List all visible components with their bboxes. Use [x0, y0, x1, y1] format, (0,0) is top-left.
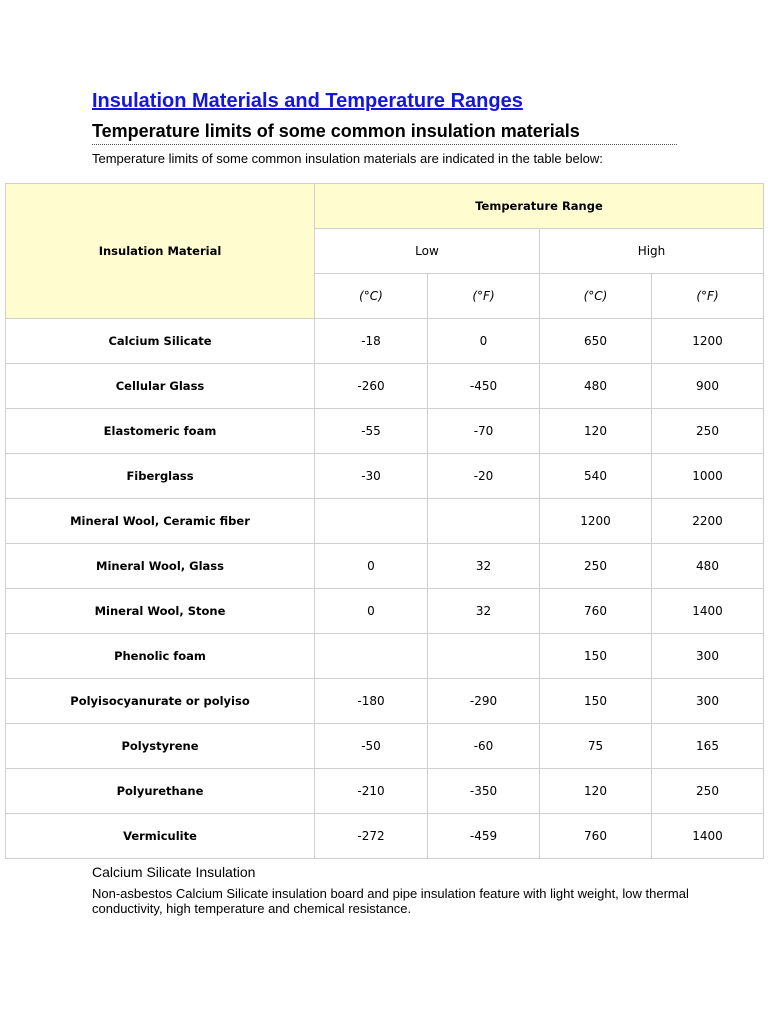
- high-f-cell: 1200: [652, 319, 764, 364]
- material-cell: Mineral Wool, Glass: [6, 544, 315, 589]
- high-c-cell: 1200: [540, 499, 652, 544]
- high-f-cell: 250: [652, 409, 764, 454]
- high-f-cell: 2200: [652, 499, 764, 544]
- page-subtitle: Temperature limits of some common insulation materials: [92, 121, 677, 145]
- table-row: [6, 769, 764, 814]
- table-row: [6, 679, 764, 724]
- high-f-cell: 480: [652, 544, 764, 589]
- table-row: [6, 364, 764, 409]
- table-row: [6, 814, 764, 859]
- material-cell: Polyurethane: [6, 769, 315, 814]
- table-row: [6, 454, 764, 499]
- header-low: Low: [315, 229, 540, 274]
- low-f-cell: -70: [428, 409, 540, 454]
- low-f-cell: 32: [428, 589, 540, 634]
- temperature-table: [5, 183, 764, 859]
- material-cell: Fiberglass: [6, 454, 315, 499]
- table-row: [6, 319, 764, 364]
- material-cell: Elastomeric foam: [6, 409, 315, 454]
- low-c-cell: -210: [315, 769, 428, 814]
- high-f-cell: 1400: [652, 814, 764, 859]
- high-c-cell: 480: [540, 364, 652, 409]
- low-f-cell: 0: [428, 319, 540, 364]
- low-f-cell: [428, 499, 540, 544]
- low-c-cell: -30: [315, 454, 428, 499]
- material-cell: Mineral Wool, Stone: [6, 589, 315, 634]
- material-cell: Vermiculite: [6, 814, 315, 859]
- table-row: [6, 544, 764, 589]
- high-c-cell: 75: [540, 724, 652, 769]
- low-f-cell: -459: [428, 814, 540, 859]
- material-cell: Phenolic foam: [6, 634, 315, 679]
- low-c-cell: -55: [315, 409, 428, 454]
- table-row: [6, 499, 764, 544]
- high-c-cell: 150: [540, 634, 652, 679]
- intro-text: Temperature limits of some common insulation materials are indicated in the table below:: [92, 151, 603, 166]
- high-f-cell: 300: [652, 634, 764, 679]
- low-c-cell: 0: [315, 589, 428, 634]
- table-header: [6, 184, 764, 319]
- high-f-cell: 250: [652, 769, 764, 814]
- high-c-cell: 760: [540, 589, 652, 634]
- high-c-cell: 120: [540, 769, 652, 814]
- high-f-cell: 1000: [652, 454, 764, 499]
- page-title-link[interactable]: Insulation Materials and Temperature Ranges: [92, 90, 523, 112]
- high-c-cell: 250: [540, 544, 652, 589]
- material-cell: Cellular Glass: [6, 364, 315, 409]
- low-f-cell: -450: [428, 364, 540, 409]
- header-temperature-range: Temperature Range: [315, 184, 764, 229]
- low-f-cell: [428, 634, 540, 679]
- high-f-cell: 900: [652, 364, 764, 409]
- low-f-cell: -20: [428, 454, 540, 499]
- high-f-cell: 300: [652, 679, 764, 724]
- header-high: High: [540, 229, 764, 274]
- high-c-cell: 150: [540, 679, 652, 724]
- material-cell: Polystyrene: [6, 724, 315, 769]
- high-f-cell: 1400: [652, 589, 764, 634]
- low-c-cell: -272: [315, 814, 428, 859]
- low-c-cell: -18: [315, 319, 428, 364]
- high-c-cell: 760: [540, 814, 652, 859]
- high-f-cell: 165: [652, 724, 764, 769]
- low-c-cell: -180: [315, 679, 428, 724]
- section-description: Non-asbestos Calcium Silicate insulation board and pipe insulation feature with light weight, low thermal conductivity, high temperature and chemical resistance.: [92, 886, 689, 916]
- header-insulation-material: Insulation Material: [6, 184, 315, 319]
- material-cell: Polyisocyanurate or polyiso: [6, 679, 315, 724]
- table-row: [6, 634, 764, 679]
- low-f-cell: -60: [428, 724, 540, 769]
- low-f-cell: 32: [428, 544, 540, 589]
- header-unit-high-f: (°F): [652, 274, 764, 319]
- low-c-cell: 0: [315, 544, 428, 589]
- table-row: [6, 409, 764, 454]
- low-c-cell: [315, 634, 428, 679]
- table-body: [6, 319, 764, 859]
- table-row: [6, 724, 764, 769]
- low-c-cell: -260: [315, 364, 428, 409]
- high-c-cell: 540: [540, 454, 652, 499]
- material-cell: Calcium Silicate: [6, 319, 315, 364]
- material-cell: Mineral Wool, Ceramic fiber: [6, 499, 315, 544]
- header-unit-low-f: (°F): [428, 274, 540, 319]
- section-heading: Calcium Silicate Insulation: [92, 864, 256, 880]
- header-unit-high-c: (°C): [540, 274, 652, 319]
- header-unit-low-c: (°C): [315, 274, 428, 319]
- high-c-cell: 120: [540, 409, 652, 454]
- low-c-cell: [315, 499, 428, 544]
- low-c-cell: -50: [315, 724, 428, 769]
- low-f-cell: -290: [428, 679, 540, 724]
- low-f-cell: -350: [428, 769, 540, 814]
- table-row: [6, 589, 764, 634]
- high-c-cell: 650: [540, 319, 652, 364]
